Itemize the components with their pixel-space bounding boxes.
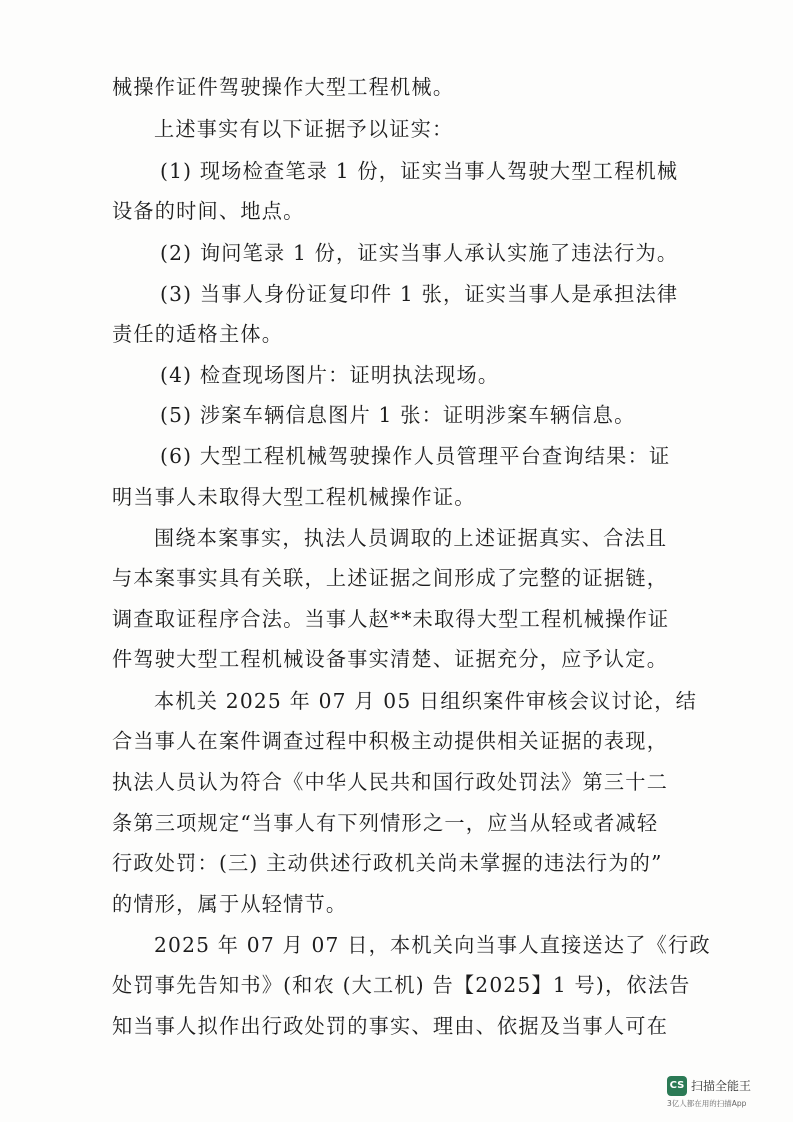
text-line: 围绕本案事实，执法人员调取的上述证据真实、合法且 [154,526,668,550]
text-line: 件驾驶大型工程机械设备事实清楚、证据充分，应予认定。 [112,647,669,671]
text-line: 设备的时间、地点。 [112,199,305,223]
watermark-tagline: 3亿人都在用的扫描App [667,1099,747,1108]
text-line: 上述事实有以下证据予以证实： [154,117,454,141]
text-line: (3) 当事人身份证复印件 1 张，证实当事人是承担法律 [160,282,679,306]
watermark-app-name: 扫描全能王 [691,1079,752,1093]
text-line: 责任的适格主体。 [112,322,284,346]
scanner-watermark [667,1072,777,1112]
text-line: 条第三项规定“当事人有下列情形之一，应当从轻或者减轻 [112,811,659,835]
text-line: 2025 年 07 月 07 日，本机关向当事人直接送达了《行政 [154,933,711,957]
text-line: 明当事人未取得大型工程机械操作证。 [112,485,476,509]
text-line: (5) 涉案车辆信息图片 1 张：证明涉案车辆信息。 [160,403,636,427]
text-line: (1) 现场检查笔录 1 份，证实当事人驾驶大型工程机械 [160,159,679,183]
text-line: 调查取证程序合法。当事人赵**未取得大型工程机械操作证 [112,607,670,631]
text-line: 知当事人拟作出行政处罚的事实、理由、依据及当事人可在 [112,1014,669,1038]
text-line: 本机关 2025 年 07 月 05 日组织案件审核会议讨论，结 [154,689,698,713]
text-line: 处罚事先告知书》(和农 (大工机) 告【2025】1 号)，依法告 [112,973,691,997]
text-line: 合当事人在案件调查过程中积极主动提供相关证据的表现， [112,729,669,753]
text-line: (4) 检查现场图片：证明执法现场。 [160,363,500,387]
text-line: 的情形，属于从轻情节。 [112,892,348,916]
text-line: 械操作证件驾驶操作大型工程机械。 [112,75,455,99]
text-line: 行政处罚：(三) 主动供述行政机关尚未掌握的违法行为的” [112,851,663,875]
text-line: 执法人员认为符合《中华人民共和国行政处罚法》第三十二 [112,770,669,794]
text-line: (6) 大型工程机械驾驶操作人员管理平台查询结果：证 [160,444,671,468]
text-line: (2) 询问笔录 1 份，证实当事人承认实施了违法行为。 [160,241,679,265]
text-line: 与本案事实具有关联，上述证据之间形成了完整的证据链， [112,566,669,590]
camscanner-logo-icon: CS [667,1076,687,1096]
